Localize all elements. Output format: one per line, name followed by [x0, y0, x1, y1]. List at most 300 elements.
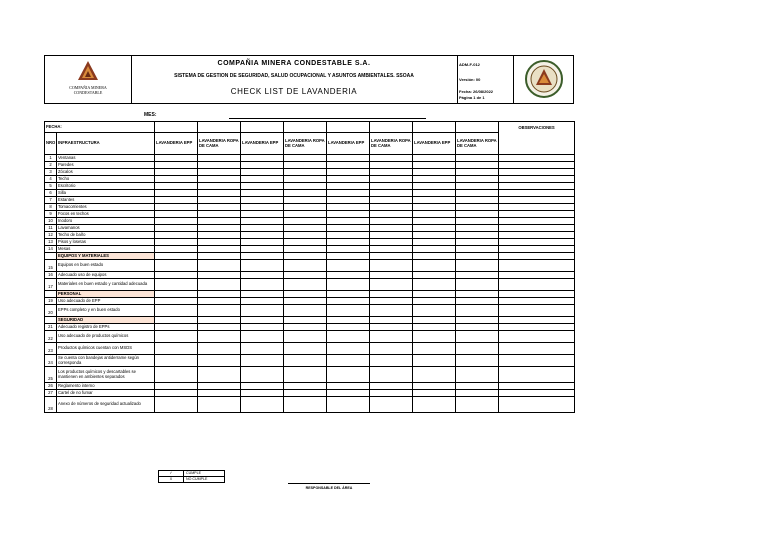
company-name: COMPAÑIA MINERA CONDESTABLE S.A. — [217, 60, 371, 67]
check-cell[interactable] — [198, 331, 241, 343]
month-field[interactable] — [229, 118, 426, 119]
check-cell[interactable] — [413, 298, 456, 305]
check-cell[interactable] — [241, 176, 284, 183]
check-cell[interactable] — [241, 279, 284, 291]
check-cell[interactable] — [370, 190, 413, 197]
check-cell[interactable] — [413, 162, 456, 169]
check-cell[interactable] — [198, 155, 241, 162]
check-cell[interactable] — [370, 155, 413, 162]
item-number: 14 — [45, 246, 57, 253]
check-cell[interactable] — [327, 246, 370, 253]
check-cell[interactable] — [413, 155, 456, 162]
checklist-row — [45, 367, 575, 383]
check-cell[interactable] — [155, 162, 198, 169]
check-cell[interactable] — [327, 218, 370, 225]
section-cell — [327, 253, 370, 260]
observation-cell[interactable] — [499, 355, 575, 367]
check-cell[interactable] — [370, 397, 413, 413]
check-cell[interactable] — [413, 239, 456, 246]
check-cell[interactable] — [370, 343, 413, 355]
check-cell[interactable] — [284, 298, 327, 305]
check-cell[interactable] — [413, 272, 456, 279]
item-description: Paredes — [57, 162, 155, 169]
check-cell[interactable] — [370, 239, 413, 246]
check-cell[interactable] — [284, 397, 327, 413]
check-cell[interactable] — [456, 324, 499, 331]
check-cell[interactable] — [155, 232, 198, 239]
check-cell[interactable] — [241, 239, 284, 246]
observation-cell[interactable] — [499, 390, 575, 397]
check-cell[interactable] — [198, 367, 241, 383]
check-cell[interactable] — [241, 169, 284, 176]
check-cell[interactable] — [370, 383, 413, 390]
check-cell[interactable] — [413, 397, 456, 413]
check-cell[interactable] — [241, 367, 284, 383]
check-cell[interactable] — [155, 331, 198, 343]
check-cell[interactable] — [155, 176, 198, 183]
observation-cell[interactable] — [499, 204, 575, 211]
check-cell[interactable] — [284, 218, 327, 225]
section-cell — [413, 253, 456, 260]
check-cell[interactable] — [155, 246, 198, 253]
check-cell[interactable] — [327, 279, 370, 291]
check-cell[interactable] — [284, 390, 327, 397]
check-cell[interactable] — [456, 197, 499, 204]
check-cell[interactable] — [284, 183, 327, 190]
check-cell[interactable] — [327, 211, 370, 218]
logo-text: COMPAÑIA MINERA CONDESTABLE — [69, 85, 107, 95]
check-cell[interactable] — [370, 305, 413, 317]
check-cell[interactable] — [155, 211, 198, 218]
check-cell[interactable] — [198, 211, 241, 218]
check-cell[interactable] — [198, 169, 241, 176]
check-cell[interactable] — [456, 272, 499, 279]
observation-cell[interactable] — [499, 169, 575, 176]
check-cell[interactable] — [284, 324, 327, 331]
observation-cell[interactable] — [499, 155, 575, 162]
fecha-cell[interactable] — [370, 122, 413, 133]
observation-cell[interactable] — [499, 211, 575, 218]
check-cell[interactable] — [198, 305, 241, 317]
fecha-cell[interactable] — [413, 122, 456, 133]
check-cell[interactable] — [327, 232, 370, 239]
check-cell[interactable] — [155, 239, 198, 246]
fecha-cell[interactable] — [284, 122, 327, 133]
check-cell[interactable] — [413, 260, 456, 272]
observation-cell[interactable] — [499, 232, 575, 239]
check-cell[interactable] — [198, 218, 241, 225]
check-cell[interactable] — [327, 390, 370, 397]
item-number: 4 — [45, 176, 57, 183]
check-cell[interactable] — [413, 176, 456, 183]
check-cell[interactable] — [370, 367, 413, 383]
fecha-row — [45, 122, 575, 133]
observation-cell[interactable] — [499, 343, 575, 355]
item-description: Ventanas — [57, 155, 155, 162]
check-cell[interactable] — [456, 246, 499, 253]
check-cell[interactable] — [413, 183, 456, 190]
doc-code: ADM-F-012 — [459, 62, 480, 67]
check-cell[interactable] — [284, 383, 327, 390]
check-cell[interactable] — [198, 246, 241, 253]
check-cell[interactable] — [327, 239, 370, 246]
check-cell[interactable] — [456, 155, 499, 162]
check-cell[interactable] — [155, 260, 198, 272]
section-row — [45, 317, 575, 324]
observation-cell[interactable] — [499, 183, 575, 190]
check-cell[interactable] — [284, 197, 327, 204]
check-cell[interactable] — [370, 279, 413, 291]
check-cell[interactable] — [370, 169, 413, 176]
check-cell[interactable] — [241, 305, 284, 317]
fecha-cell[interactable] — [198, 122, 241, 133]
observation-cell[interactable] — [499, 324, 575, 331]
check-cell[interactable] — [241, 183, 284, 190]
check-cell[interactable] — [284, 204, 327, 211]
check-cell[interactable] — [370, 211, 413, 218]
observation-cell[interactable] — [499, 176, 575, 183]
checklist-row — [45, 176, 575, 183]
section-cell — [499, 291, 575, 298]
check-cell[interactable] — [198, 324, 241, 331]
observation-cell[interactable] — [499, 225, 575, 232]
check-cell[interactable] — [155, 397, 198, 413]
check-cell[interactable] — [327, 176, 370, 183]
check-cell[interactable] — [456, 239, 499, 246]
check-cell[interactable] — [155, 204, 198, 211]
check-cell[interactable] — [241, 260, 284, 272]
check-cell[interactable] — [413, 343, 456, 355]
check-cell[interactable] — [370, 355, 413, 367]
check-cell[interactable] — [241, 397, 284, 413]
check-cell[interactable] — [413, 211, 456, 218]
check-cell[interactable] — [241, 190, 284, 197]
observation-cell[interactable] — [499, 272, 575, 279]
check-cell[interactable] — [284, 246, 327, 253]
check-cell[interactable] — [327, 383, 370, 390]
check-cell[interactable] — [241, 218, 284, 225]
item-description: Los productos químicos y descartables se mantienen en ambientes separados — [57, 367, 155, 383]
check-cell[interactable] — [456, 183, 499, 190]
check-cell[interactable] — [155, 272, 198, 279]
check-cell[interactable] — [155, 190, 198, 197]
observation-cell[interactable] — [499, 246, 575, 253]
check-cell[interactable] — [198, 183, 241, 190]
check-cell[interactable] — [284, 211, 327, 218]
fecha-cell[interactable] — [456, 122, 499, 133]
check-cell[interactable] — [327, 225, 370, 232]
check-cell[interactable] — [198, 176, 241, 183]
observation-cell[interactable] — [499, 260, 575, 272]
item-number: 15 — [45, 260, 57, 272]
check-cell[interactable] — [456, 169, 499, 176]
check-cell[interactable] — [284, 331, 327, 343]
check-cell[interactable] — [284, 260, 327, 272]
check-mark-icon: ✓ — [159, 471, 184, 477]
check-cell[interactable] — [155, 279, 198, 291]
check-cell[interactable] — [198, 204, 241, 211]
item-description: Inodoro — [57, 218, 155, 225]
check-cell[interactable] — [370, 331, 413, 343]
fecha-cell[interactable] — [155, 122, 198, 133]
check-cell[interactable] — [241, 197, 284, 204]
lavanderia-column-header: LAVANDERIA EPP — [155, 133, 198, 155]
item-number: 7 — [45, 197, 57, 204]
check-cell[interactable] — [413, 218, 456, 225]
section-cell — [456, 317, 499, 324]
section-cell — [370, 291, 413, 298]
check-cell[interactable] — [456, 218, 499, 225]
check-cell[interactable] — [198, 272, 241, 279]
check-cell[interactable] — [284, 343, 327, 355]
check-cell[interactable] — [413, 169, 456, 176]
item-description: Adecuado uso de equipos — [57, 272, 155, 279]
signature-line[interactable] — [288, 483, 370, 484]
check-cell[interactable] — [155, 225, 198, 232]
check-cell[interactable] — [413, 204, 456, 211]
check-cell[interactable] — [241, 383, 284, 390]
check-cell[interactable] — [456, 232, 499, 239]
check-cell[interactable] — [241, 246, 284, 253]
check-cell[interactable] — [370, 218, 413, 225]
check-cell[interactable] — [284, 155, 327, 162]
check-cell[interactable] — [413, 246, 456, 253]
check-cell[interactable] — [327, 197, 370, 204]
check-cell[interactable] — [413, 331, 456, 343]
check-cell[interactable] — [456, 298, 499, 305]
check-cell[interactable] — [155, 183, 198, 190]
check-cell[interactable] — [413, 324, 456, 331]
check-cell[interactable] — [413, 355, 456, 367]
check-cell[interactable] — [370, 197, 413, 204]
check-cell[interactable] — [370, 324, 413, 331]
check-cell[interactable] — [370, 204, 413, 211]
check-cell[interactable] — [155, 343, 198, 355]
observation-cell[interactable] — [499, 305, 575, 317]
check-cell[interactable] — [241, 324, 284, 331]
check-cell[interactable] — [284, 305, 327, 317]
check-cell[interactable] — [198, 232, 241, 239]
fecha-cell[interactable] — [241, 122, 284, 133]
check-cell[interactable] — [155, 324, 198, 331]
observation-cell[interactable] — [499, 298, 575, 305]
check-cell[interactable] — [241, 155, 284, 162]
check-cell[interactable] — [284, 162, 327, 169]
check-cell[interactable] — [155, 355, 198, 367]
check-cell[interactable] — [284, 190, 327, 197]
check-cell[interactable] — [198, 260, 241, 272]
check-cell[interactable] — [413, 305, 456, 317]
section-cell — [370, 253, 413, 260]
check-cell[interactable] — [198, 190, 241, 197]
check-cell[interactable] — [241, 272, 284, 279]
check-cell[interactable] — [327, 204, 370, 211]
observation-cell[interactable] — [499, 331, 575, 343]
check-cell[interactable] — [241, 355, 284, 367]
check-cell[interactable] — [198, 390, 241, 397]
checklist-row — [45, 183, 575, 190]
check-cell[interactable] — [413, 367, 456, 383]
check-cell[interactable] — [155, 383, 198, 390]
item-number: 12 — [45, 232, 57, 239]
check-cell[interactable] — [284, 232, 327, 239]
check-cell[interactable] — [327, 162, 370, 169]
doc-date: Fecha: 26/08/2022 — [459, 89, 494, 94]
check-cell[interactable] — [456, 367, 499, 383]
item-description: Tomacorrientes — [57, 204, 155, 211]
checklist-row — [45, 162, 575, 169]
check-cell[interactable] — [155, 367, 198, 383]
title-block — [131, 56, 458, 103]
check-cell[interactable] — [327, 260, 370, 272]
check-cell[interactable] — [241, 232, 284, 239]
check-cell[interactable] — [198, 225, 241, 232]
fecha-cell[interactable] — [327, 122, 370, 133]
check-cell[interactable] — [370, 390, 413, 397]
check-cell[interactable] — [327, 183, 370, 190]
check-cell[interactable] — [198, 239, 241, 246]
check-cell[interactable] — [241, 298, 284, 305]
checklist-row — [45, 211, 575, 218]
section-cell — [241, 317, 284, 324]
check-cell[interactable] — [370, 272, 413, 279]
month-label: MES: — [144, 112, 157, 118]
column-header-row — [45, 133, 575, 155]
observation-cell[interactable] — [499, 197, 575, 204]
check-cell[interactable] — [155, 218, 198, 225]
check-cell[interactable] — [198, 197, 241, 204]
check-cell[interactable] — [413, 390, 456, 397]
check-cell[interactable] — [413, 190, 456, 197]
check-cell[interactable] — [456, 176, 499, 183]
check-cell[interactable] — [241, 225, 284, 232]
check-cell[interactable] — [241, 343, 284, 355]
check-cell[interactable] — [370, 176, 413, 183]
check-cell[interactable] — [155, 169, 198, 176]
check-cell[interactable] — [327, 272, 370, 279]
check-cell[interactable] — [198, 355, 241, 367]
check-cell[interactable] — [198, 162, 241, 169]
check-cell[interactable] — [456, 355, 499, 367]
observation-cell[interactable] — [499, 383, 575, 390]
section-cell — [241, 253, 284, 260]
check-cell[interactable] — [456, 279, 499, 291]
check-cell[interactable] — [456, 343, 499, 355]
check-cell[interactable] — [456, 211, 499, 218]
check-cell[interactable] — [198, 279, 241, 291]
check-cell[interactable] — [327, 355, 370, 367]
check-cell[interactable] — [370, 260, 413, 272]
check-cell[interactable] — [327, 155, 370, 162]
section-cell — [499, 253, 575, 260]
company-seal — [513, 56, 573, 103]
check-cell[interactable] — [456, 390, 499, 397]
check-cell[interactable] — [327, 331, 370, 343]
check-cell[interactable] — [241, 211, 284, 218]
check-cell[interactable] — [370, 183, 413, 190]
check-cell[interactable] — [284, 176, 327, 183]
check-cell[interactable] — [456, 305, 499, 317]
check-cell[interactable] — [284, 169, 327, 176]
check-cell[interactable] — [284, 225, 327, 232]
check-cell[interactable] — [370, 298, 413, 305]
check-cell[interactable] — [327, 190, 370, 197]
check-cell[interactable] — [327, 324, 370, 331]
checklist-row — [45, 390, 575, 397]
check-cell[interactable] — [155, 197, 198, 204]
check-cell[interactable] — [284, 272, 327, 279]
check-cell[interactable] — [241, 331, 284, 343]
item-number: 17 — [45, 279, 57, 291]
check-cell[interactable] — [284, 239, 327, 246]
check-cell[interactable] — [198, 343, 241, 355]
check-cell[interactable] — [155, 305, 198, 317]
check-cell[interactable] — [413, 232, 456, 239]
check-cell[interactable] — [198, 298, 241, 305]
check-cell[interactable] — [456, 397, 499, 413]
check-cell[interactable] — [155, 155, 198, 162]
check-cell[interactable] — [198, 397, 241, 413]
check-cell[interactable] — [284, 367, 327, 383]
check-cell[interactable] — [413, 197, 456, 204]
checklist-row — [45, 190, 575, 197]
check-cell[interactable] — [456, 260, 499, 272]
check-cell[interactable] — [456, 204, 499, 211]
check-cell[interactable] — [413, 279, 456, 291]
check-cell[interactable] — [456, 225, 499, 232]
check-cell[interactable] — [413, 383, 456, 390]
observation-cell[interactable] — [499, 397, 575, 413]
observation-cell[interactable] — [499, 218, 575, 225]
check-cell[interactable] — [370, 162, 413, 169]
check-cell[interactable] — [456, 331, 499, 343]
check-cell[interactable] — [241, 390, 284, 397]
observation-cell[interactable] — [499, 367, 575, 383]
check-cell[interactable] — [327, 343, 370, 355]
check-cell[interactable] — [370, 246, 413, 253]
check-cell[interactable] — [456, 383, 499, 390]
check-cell[interactable] — [327, 305, 370, 317]
check-cell[interactable] — [284, 355, 327, 367]
check-cell[interactable] — [198, 383, 241, 390]
check-cell[interactable] — [370, 225, 413, 232]
section-cell — [198, 317, 241, 324]
section-number — [45, 253, 57, 260]
item-description: Uso adecuado de productos químicos — [57, 331, 155, 343]
check-cell[interactable] — [241, 204, 284, 211]
section-title: PERSONAL — [57, 291, 155, 298]
check-cell[interactable] — [284, 279, 327, 291]
check-cell[interactable] — [456, 190, 499, 197]
observation-cell[interactable] — [499, 162, 575, 169]
check-cell[interactable] — [456, 162, 499, 169]
check-cell[interactable] — [155, 390, 198, 397]
check-cell[interactable] — [327, 298, 370, 305]
check-cell[interactable] — [241, 162, 284, 169]
observation-cell[interactable] — [499, 279, 575, 291]
check-cell[interactable] — [327, 367, 370, 383]
responsable-label: RESPONSABLE DEL ÁREA — [305, 486, 353, 490]
item-description: Estantes — [57, 197, 155, 204]
observation-cell[interactable] — [499, 190, 575, 197]
check-cell[interactable] — [327, 169, 370, 176]
check-cell[interactable] — [327, 397, 370, 413]
check-cell[interactable] — [370, 232, 413, 239]
check-cell[interactable] — [413, 225, 456, 232]
observation-cell[interactable] — [499, 239, 575, 246]
check-cell[interactable] — [155, 298, 198, 305]
lavanderia-column-header: LAVANDERIA EPP — [241, 133, 284, 155]
